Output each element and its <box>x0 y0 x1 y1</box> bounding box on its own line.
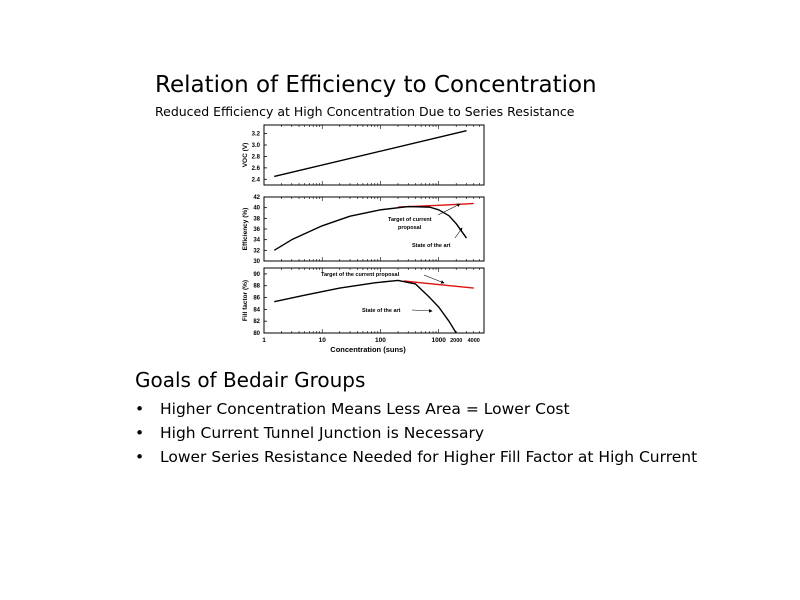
annotation-arrow <box>412 310 432 311</box>
y-tick-label: 2.4 <box>251 177 260 184</box>
y-tick-label: 90 <box>253 271 260 278</box>
state-of-art-curve <box>274 280 456 333</box>
y-tick-label: 34 <box>253 237 260 244</box>
y-tick-label: 2.8 <box>251 154 260 161</box>
annotation-arrow <box>455 228 462 238</box>
bullet-glyph: • <box>135 424 145 442</box>
target-curve <box>404 281 474 288</box>
goal-item-text: Higher Concentration Means Less Area = Lower Cost <box>160 400 570 418</box>
y-tick-label: 3.2 <box>251 131 260 138</box>
y-tick-label: 40 <box>253 205 260 212</box>
x-tick-label: 2000 <box>450 338 463 344</box>
x-tick-label: 100 <box>375 337 386 344</box>
goal-item <box>135 446 697 470</box>
y-tick-label: 84 <box>253 307 260 314</box>
y-axis-label: Efficiency (%) <box>242 207 249 251</box>
x-tick-label: 4000 <box>467 338 480 344</box>
goals-list <box>135 398 697 470</box>
y-tick-label: 3.0 <box>251 143 260 149</box>
y-tick-label: 38 <box>253 216 260 223</box>
annotation-target: Target of current <box>388 217 432 223</box>
y-tick-label: 32 <box>253 248 260 255</box>
goal-item-text: Lower Series Resistance Needed for Higher Fill Factor at High Current <box>160 448 698 466</box>
y-axis-label: VOC (V) <box>242 142 249 168</box>
annotation-target-line2: proposal <box>398 225 422 231</box>
voc-panel <box>242 125 484 185</box>
x-tick-label: 1000 <box>431 337 446 344</box>
y-tick-label: 30 <box>253 259 260 265</box>
goal-item <box>135 422 697 446</box>
goal-item <box>135 398 697 422</box>
y-tick-label: 86 <box>253 295 260 302</box>
slide-subtitle: Reduced Efficiency at High Concentration Due to Series Resistance <box>155 104 575 119</box>
fill-factor-panel <box>242 268 484 354</box>
y-tick-label: 80 <box>253 331 260 337</box>
y-tick-label: 2.6 <box>251 165 260 172</box>
x-axis-label: Concentration (suns) <box>330 345 406 354</box>
y-tick-label: 88 <box>253 283 260 290</box>
plot-frame <box>264 197 484 261</box>
bullet-glyph: • <box>135 400 145 418</box>
y-axis-label: Fill factor (%) <box>242 279 249 322</box>
y-tick-label: 36 <box>253 227 260 233</box>
annotation-arrow <box>424 275 444 283</box>
concentration-figure <box>200 120 500 356</box>
state-of-art-curve <box>274 131 466 177</box>
annotation-state-of-art: State of the art <box>412 243 451 249</box>
y-tick-label: 82 <box>253 319 260 326</box>
slide-title: Relation of Efficiency to Concentration <box>155 72 597 98</box>
goal-item-text: High Current Tunnel Junction is Necessary <box>160 424 485 442</box>
goals-heading: Goals of Bedair Groups <box>135 368 366 392</box>
efficiency-panel <box>242 195 484 265</box>
annotation-target: Target of the current proposal <box>321 272 400 278</box>
annotation-state-of-art: State of the art <box>362 308 401 314</box>
x-tick-label: 10 <box>318 337 326 344</box>
x-tick-label: 1 <box>262 337 266 344</box>
bullet-glyph: • <box>135 448 145 466</box>
y-tick-label: 42 <box>253 195 260 201</box>
